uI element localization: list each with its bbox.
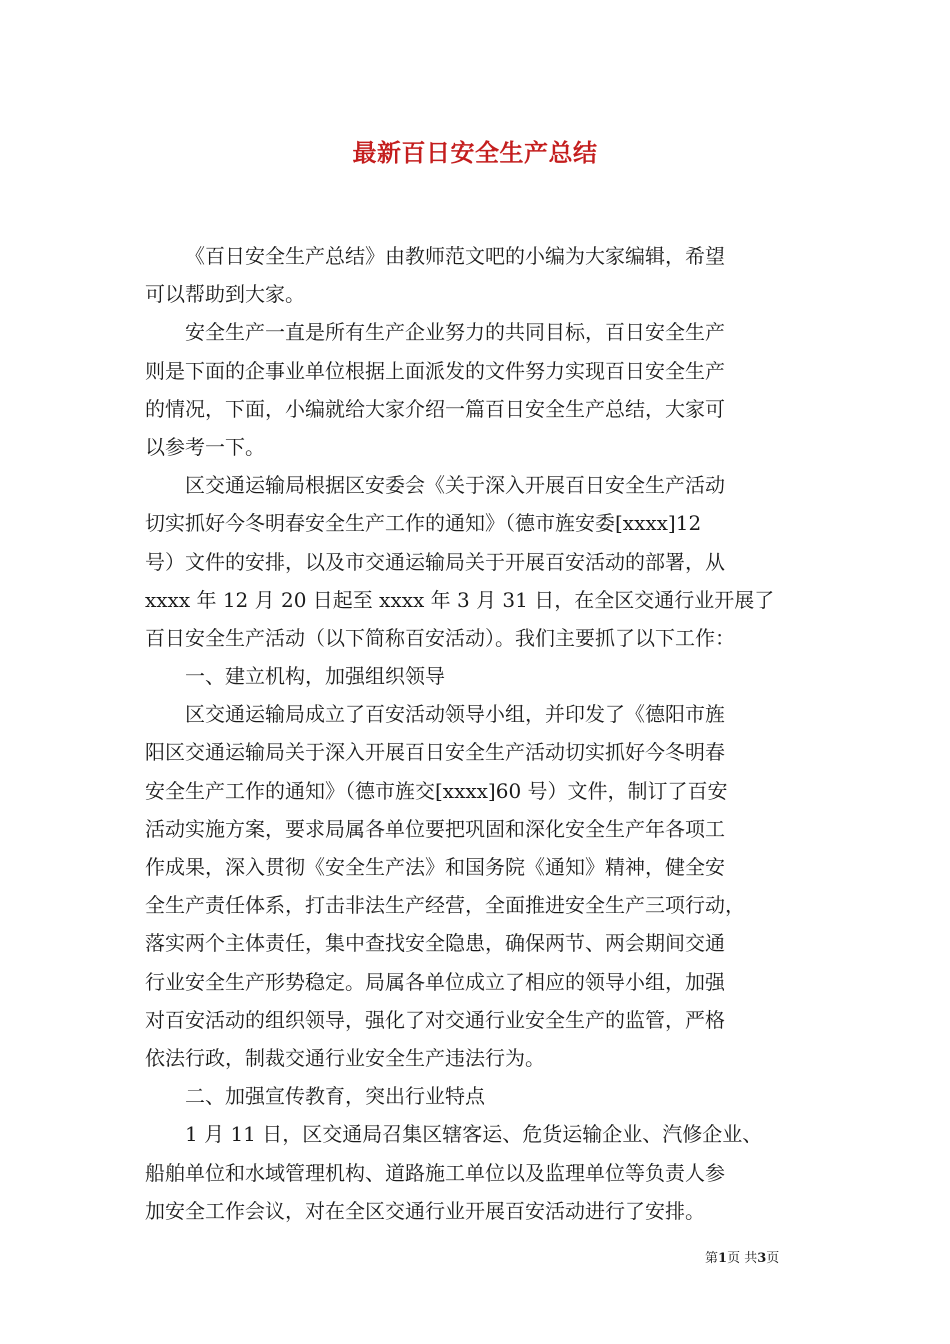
total-pages-number: 3: [757, 1251, 767, 1266]
footer-suffix: 页: [766, 1251, 780, 1266]
current-page-number: 1: [718, 1251, 728, 1266]
footer-prefix: 第: [705, 1251, 719, 1266]
text-line: 安全生产一直是所有生产企业努力的共同目标，百日安全生产: [185, 320, 725, 345]
body-text: [145, 237, 807, 1230]
text-line: 行业安全生产形势稳定。局属各单位成立了相应的领导小组，加强: [145, 969, 725, 994]
text-line: xxxx 年 12 月 20 日起至 xxxx 年 3 月 31 日，在全区交通行业开展了: [145, 587, 775, 612]
footer-middle: 页 共: [727, 1251, 758, 1266]
text-line: 百日安全生产活动（以下简称百安活动）。我们主要抓了以下工作：: [145, 625, 735, 650]
text-line: 以参考一下。: [145, 434, 265, 459]
page-title: 最新百日安全生产总结: [352, 138, 598, 167]
text-line: 落实两个主体责任，集中查找安全隐患，确保两节、两会期间交通: [145, 931, 725, 956]
text-line: 船舶单位和水域管理机构、道路施工单位以及监理单位等负责人参: [145, 1160, 725, 1185]
text-line: 切实抓好今冬明春安全生产工作的通知》（德市旌安委[xxxx]12: [145, 511, 702, 536]
text-line: 依法行政，制裁交通行业安全生产违法行为。: [145, 1045, 545, 1070]
page-footer: [705, 1247, 815, 1266]
text-line: 则是下面的企事业单位根据上面派发的文件努力实现百日安全生产: [145, 358, 725, 383]
text-line: 全生产责任体系，打击非法生产经营，全面推进安全生产三项行动，: [145, 893, 745, 918]
text-line: 作成果，深入贯彻《安全生产法》和国务院《通知》精神，健全安: [145, 855, 725, 879]
text-line: 对百安活动的组织领导，强化了对交通行业安全生产的监管，严格: [145, 1007, 725, 1032]
text-line: 阳区交通运输局关于深入开展百日安全生产活动切实抓好今冬明春: [145, 740, 725, 765]
text-line: 加安全工作会议，对在全区交通行业开展百安活动进行了安排。: [145, 1198, 705, 1223]
text-line: 区交通运输局根据区安委会《关于深入开展百日安全生产活动: [185, 473, 725, 498]
text-line: 二、加强宣传教育，突出行业特点: [185, 1084, 485, 1109]
text-line: 号）文件的安排，以及市交通运输局关于开展百安活动的部署，从: [145, 549, 725, 574]
text-line: 的情况，下面，小编就给大家介绍一篇百日安全生产总结，大家可: [145, 396, 725, 421]
text-line: 1 月 11 日，区交通局召集区辖客运、危货运输企业、汽修企业、: [185, 1122, 763, 1147]
text-line: 安全生产工作的通知》（德市旌交[xxxx]60 号）文件，制订了百安: [145, 778, 728, 803]
text-line: 《百日安全生产总结》由教师范文吧的小编为大家编辑，希望: [185, 244, 725, 268]
text-line: 区交通运输局成立了百安活动领导小组，并印发了《德阳市旌: [185, 702, 725, 727]
text-line: 可以帮助到大家。: [145, 282, 305, 307]
text-line: 活动实施方案，要求局属各单位要把巩固和深化安全生产年各项工: [145, 816, 725, 841]
text-line: 一、建立机构，加强组织领导: [185, 664, 445, 689]
